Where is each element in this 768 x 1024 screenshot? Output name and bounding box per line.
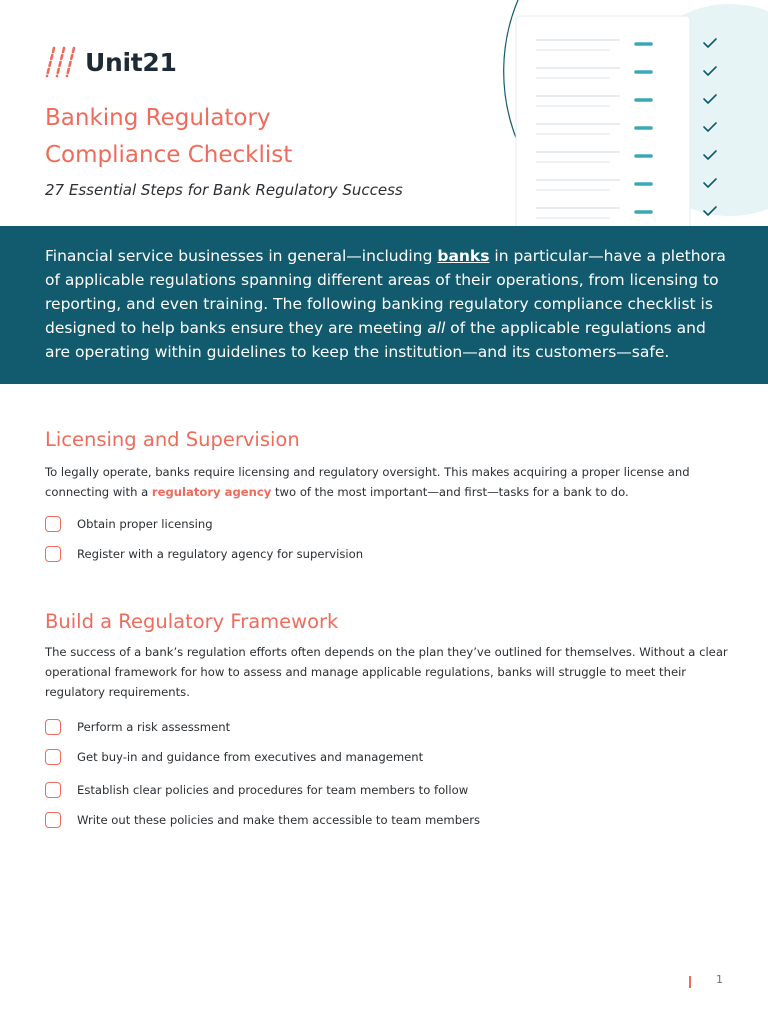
checkbox-icon[interactable] — [45, 516, 61, 532]
intro-text-1: Financial service businesses in general—including — [45, 247, 438, 265]
section-text-licensing-2: two of the most important—and first—tasks for a bank to do. — [271, 485, 629, 499]
checklist-item-label: Register with a regulatory agency for supervision — [77, 547, 364, 561]
checklist-item[interactable] — [45, 719, 230, 735]
intro-text-2: in particular—have a plethora of applicable regulations spanning different areas of their operations, from licensing to reporting, and even training. The following banking regulatory compliance checklist is designed to help banks ensure they are meeting — [45, 247, 726, 337]
section-title-framework: Build a Regulatory Framework — [45, 610, 339, 633]
title-line-2: Compliance Checklist — [45, 142, 293, 168]
intro-text-3: of the applicable regulations and are operating within guidelines to keep the institution—and its customers—safe. — [45, 319, 706, 361]
intro-banner — [0, 226, 768, 384]
banks-link[interactable]: banks — [437, 247, 490, 265]
checklist-item-label: Establish clear policies and procedures for team members to follow — [77, 783, 469, 797]
page-subtitle: 27 Essential Steps for Bank Regulatory Success — [45, 181, 403, 199]
checklist-item[interactable] — [45, 782, 468, 798]
checklist-item-label: Perform a risk assessment — [77, 720, 231, 734]
intro-emphasis: all — [427, 319, 446, 337]
section-text-licensing-1: To legally operate, banks require licensing and regulatory oversight. This makes acquiring a proper license and connecting with a — [45, 465, 690, 499]
checkbox-icon[interactable] — [45, 782, 61, 798]
brand-name: Unit21 — [85, 47, 177, 77]
checkbox-icon[interactable] — [45, 719, 61, 735]
brand-logo — [45, 46, 177, 78]
section-text-licensing — [45, 462, 735, 502]
page-number: 1 — [716, 973, 723, 986]
logo-slashes-icon — [45, 46, 79, 78]
checkbox-icon[interactable] — [45, 749, 61, 765]
regulatory-agency-link[interactable]: regulatory agency — [151, 485, 272, 499]
checkbox-icon[interactable] — [45, 812, 61, 828]
checklist-item[interactable] — [45, 749, 423, 765]
page-title — [45, 100, 465, 174]
checklist-item[interactable] — [45, 516, 213, 532]
checklist-item-label: Get buy-in and guidance from executives and management — [77, 750, 424, 764]
checkbox-icon[interactable] — [45, 546, 61, 562]
section-title-licensing: Licensing and Supervision — [45, 428, 300, 451]
section-text-framework: The success of a bank’s regulation efforts often depends on the plan they’ve outlined for themselves. Without a clear operational framework for how to assess and manage applicable regulations, banks will struggle to meet their regulatory requirements. — [45, 645, 728, 699]
checklist-item[interactable] — [45, 546, 363, 562]
footer-accent-mark — [689, 976, 691, 988]
checklist-item-label: Obtain proper licensing — [77, 517, 213, 531]
checklist-item[interactable] — [45, 812, 480, 828]
title-line-1: Banking Regulatory — [45, 105, 271, 131]
intro-text — [45, 244, 735, 364]
checklist-item-label: Write out these policies and make them accessible to team members — [77, 813, 481, 827]
checklist-illustration — [480, 0, 768, 240]
